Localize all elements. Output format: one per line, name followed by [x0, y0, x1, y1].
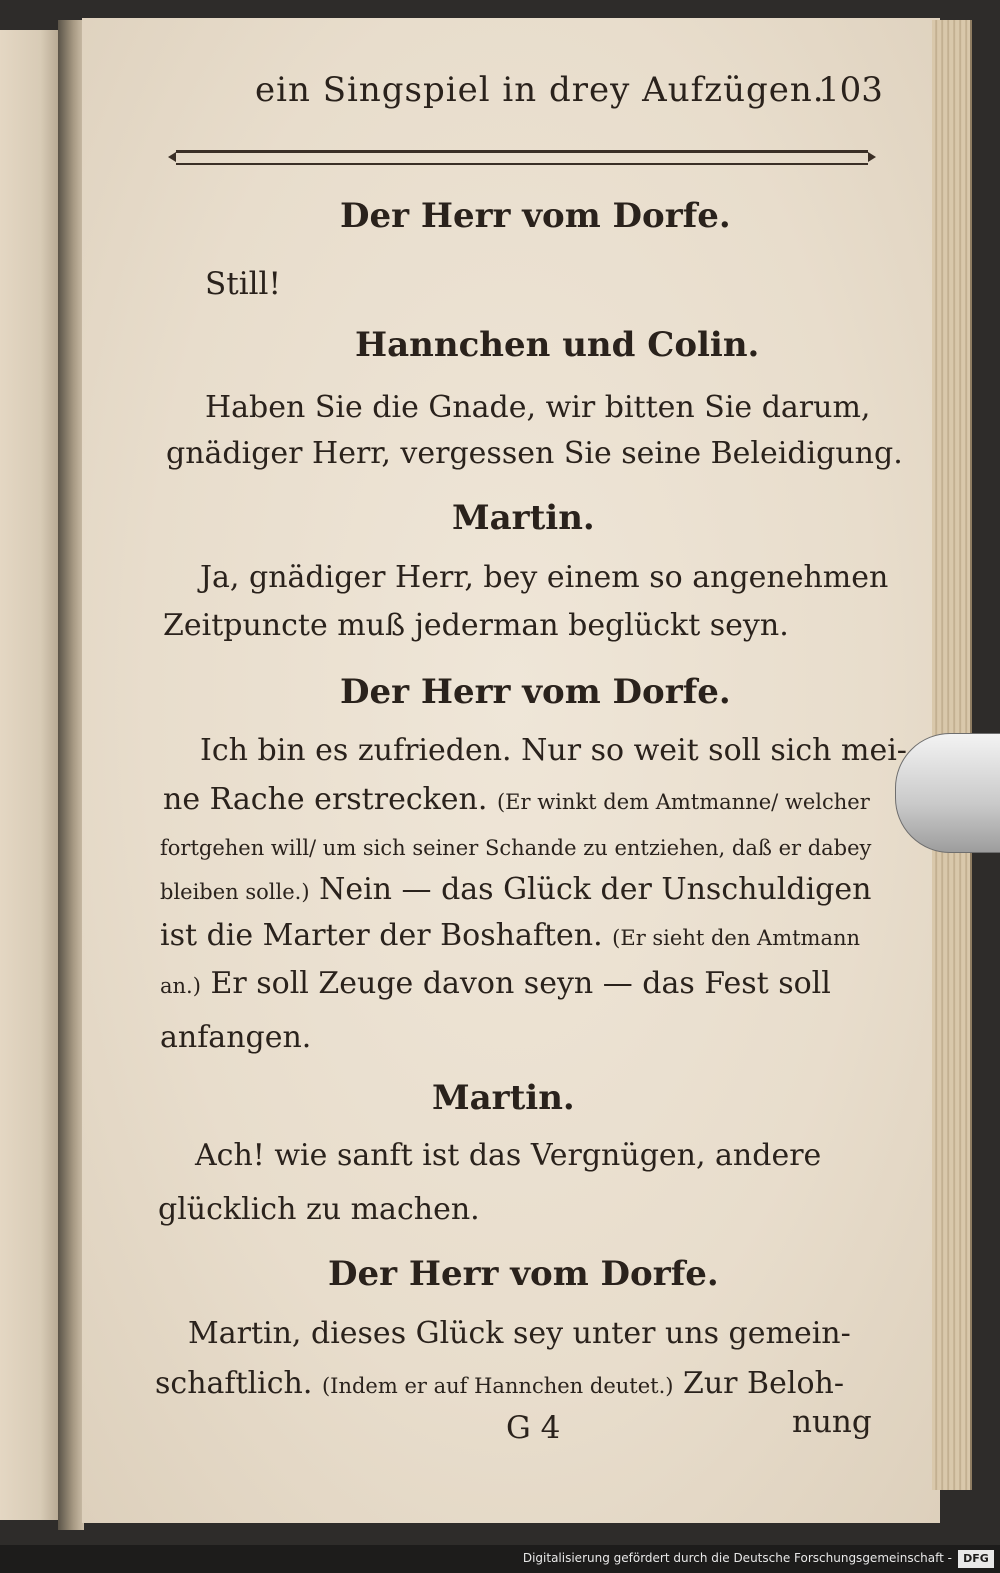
facing-page-edge — [0, 30, 61, 1520]
stage-direction: (Er sieht den Amtmann — [612, 926, 861, 950]
stage-direction: an.) — [160, 974, 201, 998]
text-line: Zeitpuncte muß jederman beglückt seyn. — [163, 608, 789, 643]
text-line — [155, 1366, 844, 1401]
page-number: 103 — [818, 70, 883, 110]
text-line: anfangen. — [160, 1020, 312, 1055]
text-segment: ne Rache erstrecken. — [163, 782, 488, 817]
stage-direction: fortgehen will/ um sich seiner Schande zu entziehen, daß er dabey — [160, 836, 872, 860]
book-gutter — [58, 20, 84, 1530]
text-line: Haben Sie die Gnade, wir bitten Sie darum, — [205, 390, 871, 425]
text-segment: Er soll Zeuge davon seyn — das Fest soll — [210, 966, 831, 1001]
text-line: Still! — [205, 266, 281, 302]
speaker-heading: Der Herr vom Dorfe. — [340, 196, 731, 236]
speaker-heading: Martin. — [452, 498, 595, 538]
text-line: glücklich zu machen. — [158, 1192, 480, 1227]
text-line: Martin, dieses Glück sey unter uns gemein- — [188, 1316, 851, 1351]
text-segment: schaftlich. — [155, 1366, 313, 1401]
text-segment: ist die Marter der Boshaften. — [160, 918, 603, 953]
text-line: Ach! wie sanft ist das Vergnügen, andere — [195, 1138, 822, 1173]
speaker-heading: Martin. — [432, 1078, 575, 1118]
speaker-heading: Der Herr vom Dorfe. — [328, 1254, 719, 1294]
text-segment: Zur Beloh- — [683, 1366, 844, 1401]
stage-direction: (Er winkt dem Amtmanne/ welcher — [496, 790, 870, 814]
text-line — [163, 782, 870, 817]
book-page — [82, 18, 940, 1523]
speaker-heading: Hannchen und Colin. — [355, 325, 760, 365]
text-line — [160, 918, 860, 953]
text-segment: Nein — das Glück der Unschuldigen — [319, 872, 872, 907]
text-line — [160, 872, 871, 907]
signature-mark: G 4 — [506, 1410, 561, 1446]
stage-direction: bleiben solle.) — [160, 880, 310, 904]
funding-note: Digitalisierung gefördert durch die Deutsche Forschungsgemeinschaft - — [522, 1551, 952, 1565]
text-line: Ja, gnädiger Herr, bey einem so angenehmen — [200, 560, 889, 595]
running-title: ein Singspiel in drey Aufzügen. — [255, 70, 825, 110]
stage-direction: (Indem er auf Hannchen deutet.) — [321, 1374, 674, 1398]
speaker-heading: Der Herr vom Dorfe. — [340, 672, 731, 712]
text-line: Ich bin es zufrieden. Nur so weit soll sich mei- — [200, 733, 907, 768]
dfg-logo: DFG — [958, 1550, 994, 1568]
text-line — [160, 966, 831, 1001]
header-rule — [176, 150, 868, 165]
page-clip — [895, 733, 1000, 853]
text-line: gnädiger Herr, vergessen Sie seine Beleidigung. — [166, 436, 903, 471]
catchword: nung — [792, 1404, 872, 1440]
